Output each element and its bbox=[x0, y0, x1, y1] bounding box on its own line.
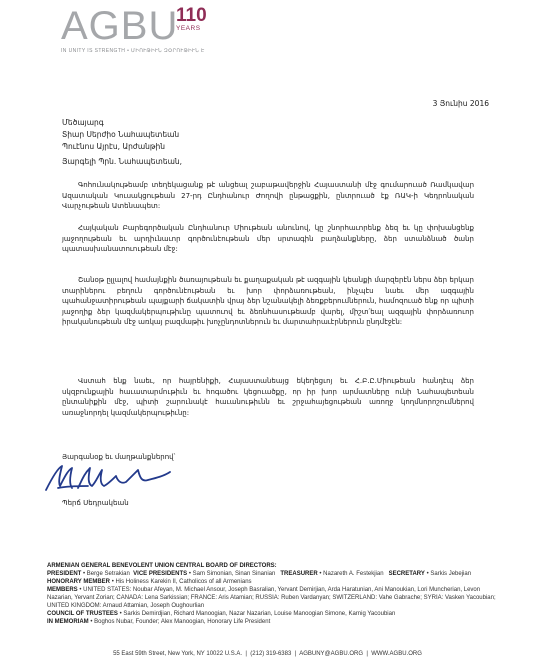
recipient-address bbox=[62, 117, 179, 153]
role-value: His Holiness Karekin II, Catholicos of all Armenians bbox=[115, 579, 252, 585]
role-value: Sam Simonian, Sinan Sinanian bbox=[192, 571, 276, 577]
body-paragraph: Հայկական Բարեգործական Ընդհանուր Միութեան անունով, կը շնորհաւորենք ձեզ եւ կը փոխանցենք յաջողութեան եւ արդիւնաւոր գործունէութեան մեր սրտագին բաղձանքները, ձեր ստանձնած ծանր պատասխանատուութեան մէջ: bbox=[62, 224, 474, 253]
role-value: Sarkis Jebejian bbox=[430, 571, 472, 577]
role-label: MEMBERS bbox=[47, 587, 78, 593]
role-value: Boghos Nubar, Founder; Alex Manoogian, Honorary Life President bbox=[94, 619, 271, 625]
body-paragraph: Վստահ ենք նաեւ, որ հայրենիքի, Հայաստանեայց եկեղեցւոյ եւ Հ.Բ.Ը.Միութեան հանդէպ ձեր սկզբունքային հաւատարմութիւն եւ հոգածու կեցուածքը, որ իր խոր արմատները ունի Նահապետեան ընտանիքին մէջ, պիտի շարունակէ հաւանութիւնն եւ շրջահայեցութեան առողջ կողմնորոշումներով առաջնորդել կազմակերպութիւնը: bbox=[62, 377, 474, 417]
board-heading: ARMENIAN GENERAL BENEVOLENT UNION CENTRAL BOARD OF DIRECTORS: bbox=[47, 563, 277, 569]
role-label: VICE PRESIDENTS bbox=[133, 571, 188, 577]
role-value: UNITED STATES: Noubar Afeyan, M. Michael Ansour, Joseph Basralian, Yervant Demirjian, Arda Haratunian, Ani Manoukian, Lori Muncherian, Levon Nazarian, Yervant Zorian; CANADA: Lena Sarkissian; FRANCE: Aris Atamian; RUSSIA: Ruben Vardanyan; SWITZERLAND: Vahe Gabrache; SYRIA: Vasken Yacoubian; UNITED KINGDOM: Arnaud Attamian, Joseph Oughourlian bbox=[47, 587, 496, 609]
role-value: Nazareth A. Festekjian bbox=[323, 571, 384, 577]
footer-contact: 55 East 59th Street, New York, NY 10022 U.S.A. | (212) 319-6383 | AGBUNY@AGBU.ORG | WWW.AGBU.ORG bbox=[113, 651, 422, 657]
body-paragraph: Շանօթ ըլլալով համայնքին ծառայութեան եւ քաղաքական թէ ազգային կեանքի մարզերէն ներս ձեր երկար տարիներու բեղուն գործունէութեան եւ խոր փորձառութեան, ինչպէս նաեւ մեր ազգային պահանջատիրութեան պայքարի ճակատին վրայ ձեր նշանակելի ձեռքբերումներուն, համոզուած ենք որ պիտի յաջողիք ձեր կազմակերպութիւնը պատուով եւ ձեռնհասութեամբ վարել, միշտ՛եալ ազգային փորձառուոր իրականութեան մէջ առկայ բազմաթիւ խոչընդոտներուն եւ մարտահրաւէրներուն ընդմէջէն: bbox=[62, 276, 474, 326]
footer-phone: (212) 319-6383 bbox=[250, 651, 292, 657]
recipient-line: Պուէնոս Այրէս, Արժանթին bbox=[62, 142, 165, 151]
recipient-line: Տիար Սերժիօ Նահապետեան bbox=[62, 130, 180, 139]
closing-line: Յարգանօք եւ մաղթանքներով՝ bbox=[62, 453, 176, 461]
board-of-directors: ARMENIAN GENERAL BENEVOLENT UNION CENTRAL BOARD OF DIRECTORS: PRESIDENT • Berge Setrakian VICE PRESIDENTS • Sam Simonian, Sinan Sinanian TREASURER • Nazareth A. Festekjian SECRETARY • Sarkis Jebejian HONORARY MEMBER • His Holiness Karekin II, Catholicos of all Armenians MEMBERS • UNITED STATES: Noubar Afeyan, M. Michael Ansour, Joseph Basralian, Yervant Demirjian, Arda Haratunian, Ani Manoukian, Lori Muncherian, Levon Nazarian, Yervant Zorian; CANADA: Lena Sarkissian; FRANCE: Aris Atamian; RUSSIA: Ruben Vardanyan; SWITZERLAND: Vahe Gabrache; SYRIA: Vasken Yacoubian; UNITED KINGDOM: Arnaud Attamian, Joseph Oughourlian COUNCIL OF TRUSTEES • Sarkis Demirdjian, Richard Manoogian, Nazar Nazarian, Louise Manoogian Simone, Karnig Yacoubian IN MEMORIAM • Boghos Nubar, Founder; Alex Manoogian, Honorary Life President bbox=[47, 563, 496, 625]
letter-date: 3 Յունիս 2016 bbox=[432, 99, 489, 108]
anniversary-number: 110 bbox=[176, 5, 207, 26]
salutation: Յարգելի Պրն. Նահապետեան, bbox=[62, 157, 183, 166]
role-label: IN MEMORIAM bbox=[47, 619, 89, 625]
anniversary-unit: YEARS bbox=[176, 25, 201, 32]
role-label: HONORARY MEMBER bbox=[47, 579, 111, 585]
role-label: PRESIDENT bbox=[47, 571, 82, 577]
role-value: Berge Setrakian bbox=[86, 571, 130, 577]
role-label: SECRETARY bbox=[388, 571, 425, 577]
body-paragraph: Գոհունակութեամբ տեղեկացանք թէ անցեալ շաբաթավերջին Հայաստանի մէջ գումարուած Ռամկավար Ազատական Կուսակցութեան 27-րդ Ընդհանուր Ժողովի ընթացքին, ընտրուած էք ՌԱԿ-ի Կեդրոնական Վարչութեան Ատենապետ: bbox=[62, 181, 474, 210]
role-value: Sarkis Demirdjian, Richard Manoogian, Nazar Nazarian, Louise Manoogian Simone, Karnig Yacoubian bbox=[123, 611, 396, 617]
signer-name: Պերճ Սեդրակեան bbox=[62, 499, 129, 507]
footer-address: 55 East 59th Street, New York, NY 10022 U.S.A. bbox=[113, 651, 243, 657]
footer-email[interactable]: AGBUNY@AGBU.ORG bbox=[299, 651, 363, 657]
role-label: COUNCIL OF TRUSTEES bbox=[47, 611, 118, 617]
logo-tagline: IN UNITY IS STRENGTH • ՄԻՈՒԹԻՒՆ ԶՕՐՈՒԹԻՒՆ Է bbox=[61, 48, 205, 54]
recipient-line: Մեծայարգ bbox=[62, 118, 104, 127]
footer-website[interactable]: WWW.AGBU.ORG bbox=[371, 651, 422, 657]
role-label: TREASURER bbox=[280, 571, 318, 577]
handwritten-signature bbox=[38, 460, 198, 496]
agbu-logo bbox=[61, 4, 207, 54]
logo-wordmark: AGBU bbox=[61, 4, 179, 48]
